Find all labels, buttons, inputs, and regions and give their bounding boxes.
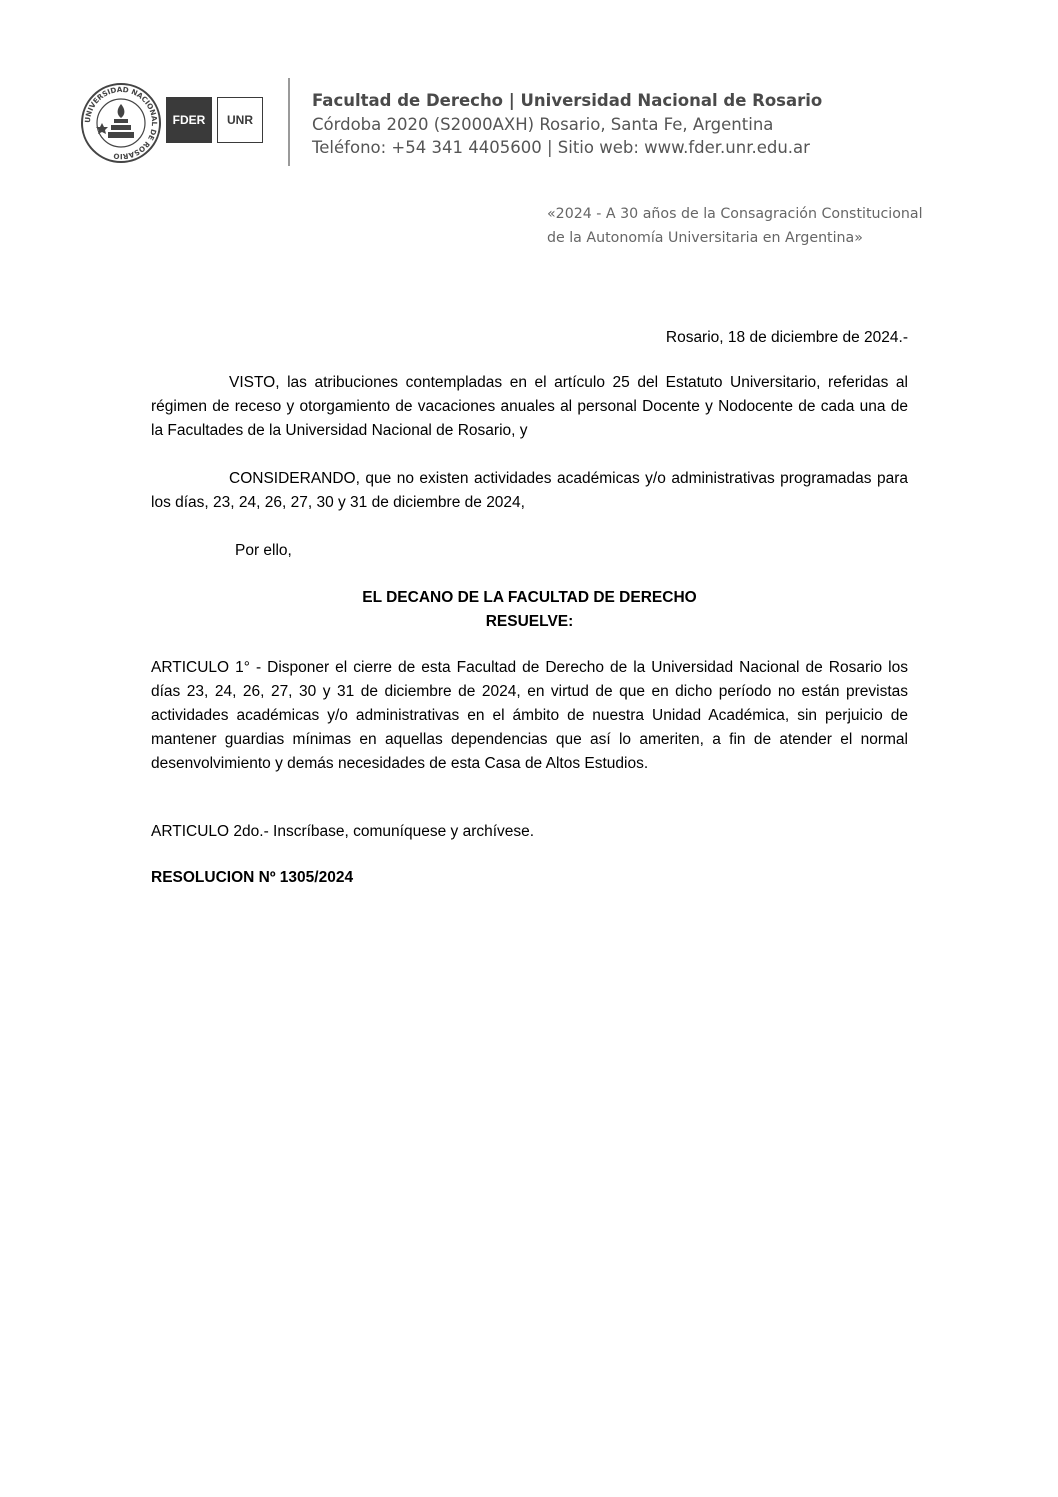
- resolution-heading: [151, 586, 908, 634]
- university-seal-logo: [80, 82, 162, 164]
- considerando-text: CONSIDERANDO, que no existen actividades académicas y/o administrativas programadas para los días, 23, 24, 26, 27, 30 y 31 de diciembre de 2024,: [151, 470, 908, 511]
- considerando-paragraph: [151, 467, 908, 515]
- resolution-number: RESOLUCION Nº 1305/2024: [151, 869, 354, 886]
- header-divider: [288, 78, 290, 166]
- articulo-2-paragraph: ARTICULO 2do.- Inscríbase, comuníquese y archívese.: [151, 823, 535, 840]
- articulo-1-paragraph: ARTICULO 1° - Disponer el cierre de esta Facultad de Derecho de la Universidad Nacional de Rosario los días 23, 24, 26, 27, 30 y 31 de diciembre de 2024, en virtud de que en dicho período no están previstas actividades académicas y/o administrativas en el ámbito de nuestra Unidad Académica, sin perjuicio de mantener guardias mínimas en aquellas dependencias que así lo ameriten, a fin de atender el normal desenvolvimiento y demás necesidades de esta Casa de Altos Estudios.: [151, 659, 908, 772]
- visto-paragraph: [151, 371, 908, 443]
- institution-address: Córdoba 2020 (S2000AXH) Rosario, Santa Fe, Argentina: [312, 114, 774, 134]
- motto-line-2: de la Autonomía Universitaria en Argentina»: [547, 230, 863, 246]
- institution-contact: Teléfono: +54 341 4405600 | Sitio web: www.fder.unr.edu.ar: [312, 138, 810, 157]
- por-ello-text: Por ello,: [235, 542, 292, 559]
- heading-dean: EL DECANO DE LA FACULTAD DE DERECHO: [362, 589, 697, 606]
- year-motto: [547, 202, 923, 250]
- heading-resuelve: RESUELVE:: [485, 613, 574, 630]
- por-ello-paragraph: [151, 539, 908, 563]
- header-info: [312, 89, 822, 160]
- visto-text: VISTO, las atribuciones contempladas en el artículo 25 del Estatuto Universitario, referidas al régimen de receso y otorgamiento de vacaciones anuales al personal Docente y Nodocente de cada una de la Facultades de la Universidad Nacional de Rosario, y: [151, 374, 908, 439]
- fder-logo: FDER: [166, 97, 212, 143]
- letterhead: [80, 78, 980, 173]
- svg-text:UNIVERSIDAD NACIONAL DE ROSARI: UNIVERSIDAD NACIONAL DE ROSARIO: [82, 84, 160, 162]
- motto-line-1: «2024 - A 30 años de la Consagración Constitucional: [547, 206, 923, 222]
- unr-logo: UNR: [217, 97, 263, 143]
- document-date: Rosario, 18 de diciembre de 2024.-: [665, 329, 908, 346]
- institution-name: Facultad de Derecho | Universidad Nacional de Rosario: [312, 91, 823, 110]
